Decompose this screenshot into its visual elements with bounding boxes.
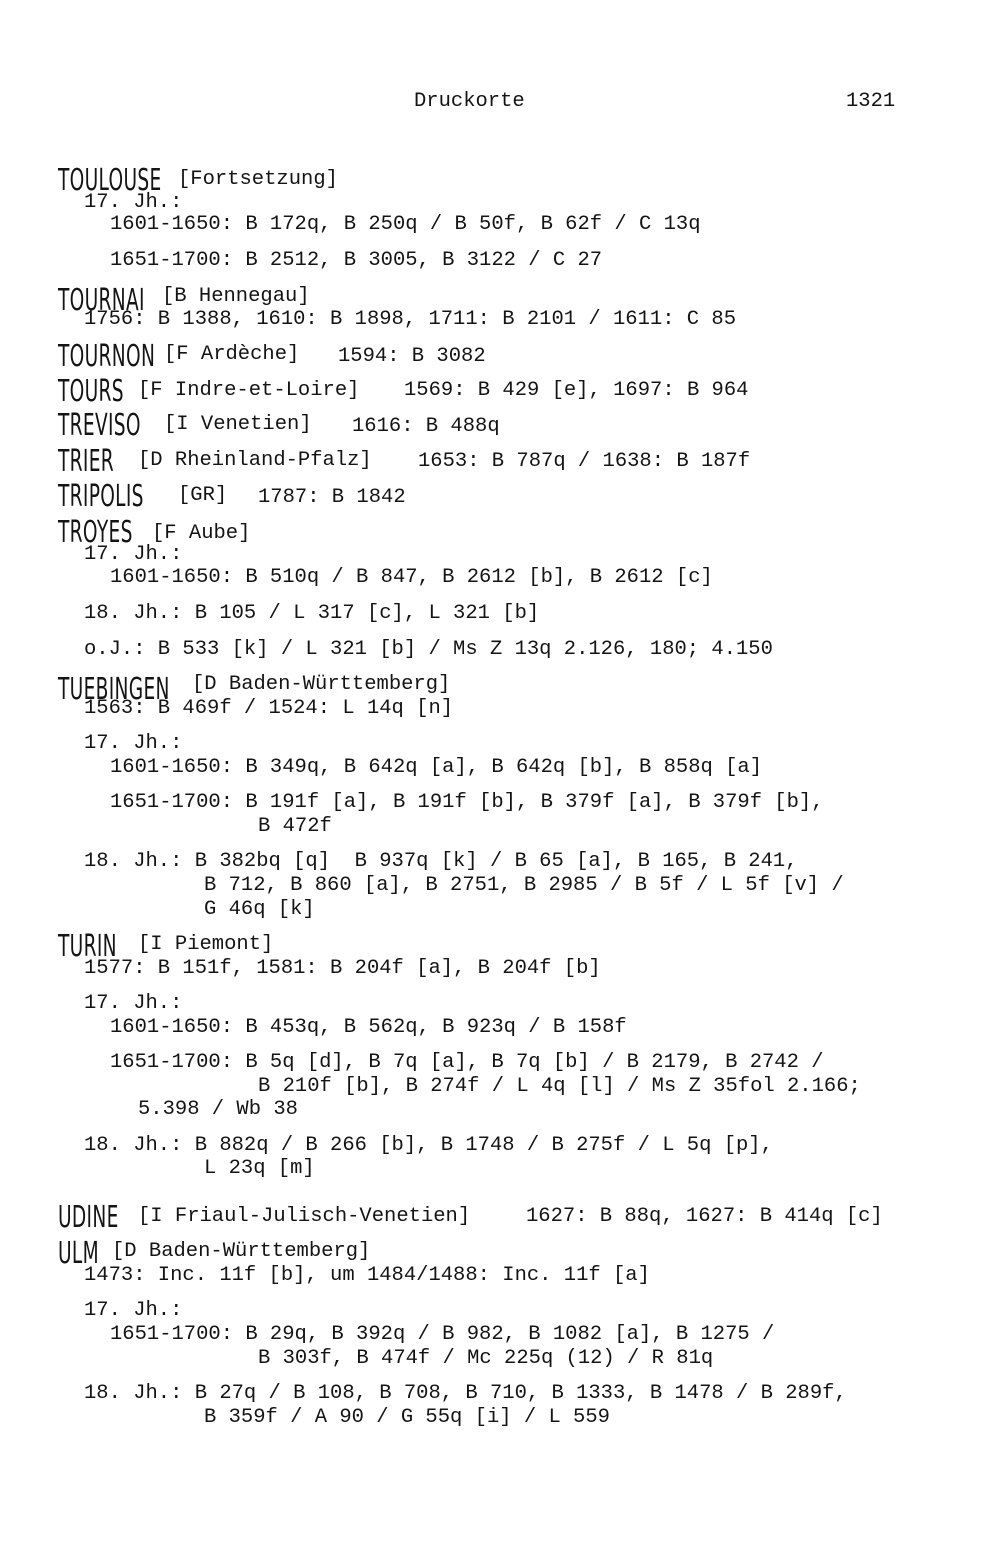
entry-line: 17. Jh.: [84, 1299, 183, 1322]
entry-line: L 23q [m] [204, 1157, 315, 1180]
entry-line: 1651-1700: B 29q, B 392q / B 982, B 1082 [a], B 1275 / [110, 1323, 775, 1346]
entry-line: 1473: Inc. 11f [b], um 1484/1488: Inc. 11f [a] [84, 1264, 650, 1287]
entry-line: 1601-1650: B 453q, B 562q, B 923q / B 158f [110, 1016, 627, 1039]
place-region: [I Venetien] [164, 413, 312, 436]
entry-line: 18. Jh.: B 382bq [q] B 937q [k] / B 65 [a], B 165, B 241, [84, 850, 798, 873]
entry-line: 18. Jh.: B 105 / L 317 [c], L 321 [b] [84, 602, 540, 625]
place-name: TOURNAI [58, 283, 145, 318]
entry-line: B 359f / A 90 / G 55q [i] / L 559 [204, 1406, 610, 1429]
entry-line: 5.398 / Wb 38 [138, 1098, 298, 1121]
place-region: [I Piemont] [138, 933, 274, 956]
entry-line: B 472f [258, 815, 332, 838]
entry-inline: 1616: B 488q [352, 415, 500, 438]
place-name: TRIPOLIS [58, 479, 144, 514]
entry-line: G 46q [k] [204, 898, 315, 921]
entry-line: 17. Jh.: [84, 732, 183, 755]
place-name: TOURNON [58, 339, 156, 374]
entry-line: 1563: B 469f / 1524: L 14q [n] [84, 697, 454, 720]
entry-inline: 1627: B 88q, 1627: B 414q [c] [526, 1205, 883, 1228]
entry-line: 1601-1650: B 172q, B 250q / B 50f, B 62f / C 13q [110, 213, 701, 236]
page-number: 1321 [846, 90, 896, 113]
place-region: [F Aube] [152, 522, 251, 545]
place-name: TOULOUSE [58, 163, 162, 198]
running-header-title: Druckorte [414, 90, 525, 113]
place-region: [Fortsetzung] [178, 168, 338, 191]
place-name: TREVISO [58, 408, 141, 443]
entry-inline: 1569: B 429 [e], 1697: B 964 [404, 379, 749, 402]
place-region: [D Rheinland-Pfalz] [138, 449, 372, 472]
place-name: TURIN [58, 929, 117, 964]
place-entry-tripolis [58, 479, 196, 514]
place-name: TRIER [58, 444, 115, 479]
entry-line: 1651-1700: B 2512, B 3005, B 3122 / C 27 [110, 249, 603, 272]
place-region: [GR] [178, 484, 228, 507]
entry-inline: 1653: B 787q / 1638: B 187f [418, 450, 751, 473]
place-name: UDINE [58, 1200, 119, 1235]
entry-line: B 303f, B 474f / Mc 225q (12) / R 81q [258, 1347, 714, 1370]
place-region: [D Baden-Württemberg] [112, 1240, 371, 1263]
place-name: TOURS [58, 374, 124, 409]
entry-line: 18. Jh.: B 882q / B 266 [b], B 1748 / B 275f / L 5q [p], [84, 1134, 773, 1157]
place-region: [F Indre-et-Loire] [138, 379, 360, 402]
entry-line: 18. Jh.: B 27q / B 108, B 708, B 710, B 1333, B 1478 / B 289f, [84, 1382, 847, 1405]
entry-inline: 1787: B 1842 [258, 486, 406, 509]
entry-line: 17. Jh.: [84, 543, 183, 566]
place-region: [I Friaul-Julisch-Venetien] [138, 1205, 471, 1228]
place-name: TUEBINGEN [58, 672, 170, 707]
entry-line: 1756: B 1388, 1610: B 1898, 1711: B 2101 / 1611: C 85 [84, 308, 737, 331]
place-name: TROYES [58, 515, 133, 550]
place-region: [B Hennegau] [162, 285, 310, 308]
entry-line: B 210f [b], B 274f / L 4q [l] / Ms Z 35fol 2.166; [258, 1075, 861, 1098]
entry-line: 17. Jh.: [84, 992, 183, 1015]
place-region: [D Baden-Württemberg] [192, 673, 451, 696]
place-entry-trier [58, 444, 148, 479]
entry-inline: 1594: B 3082 [338, 345, 486, 368]
place-region: [F Ardèche] [164, 343, 300, 366]
entry-line: 17. Jh.: [84, 191, 183, 214]
entry-line: 1601-1650: B 510q / B 847, B 2612 [b], B 2612 [c] [110, 566, 713, 589]
place-name: ULM [58, 1236, 99, 1271]
entry-line: o.J.: B 533 [k] / L 321 [b] / Ms Z 13q 2.126, 180; 4.150 [84, 638, 773, 661]
entry-line: 1651-1700: B 191f [a], B 191f [b], B 379f [a], B 379f [b], [110, 791, 824, 814]
entry-line: 1577: B 151f, 1581: B 204f [a], B 204f [b] [84, 957, 601, 980]
entry-line: 1651-1700: B 5q [d], B 7q [a], B 7q [b] / B 2179, B 2742 / [110, 1051, 824, 1074]
entry-line: 1601-1650: B 349q, B 642q [a], B 642q [b], B 858q [a] [110, 756, 763, 779]
entry-line: B 712, B 860 [a], B 2751, B 2985 / B 5f / L 5f [v] / [204, 874, 844, 897]
